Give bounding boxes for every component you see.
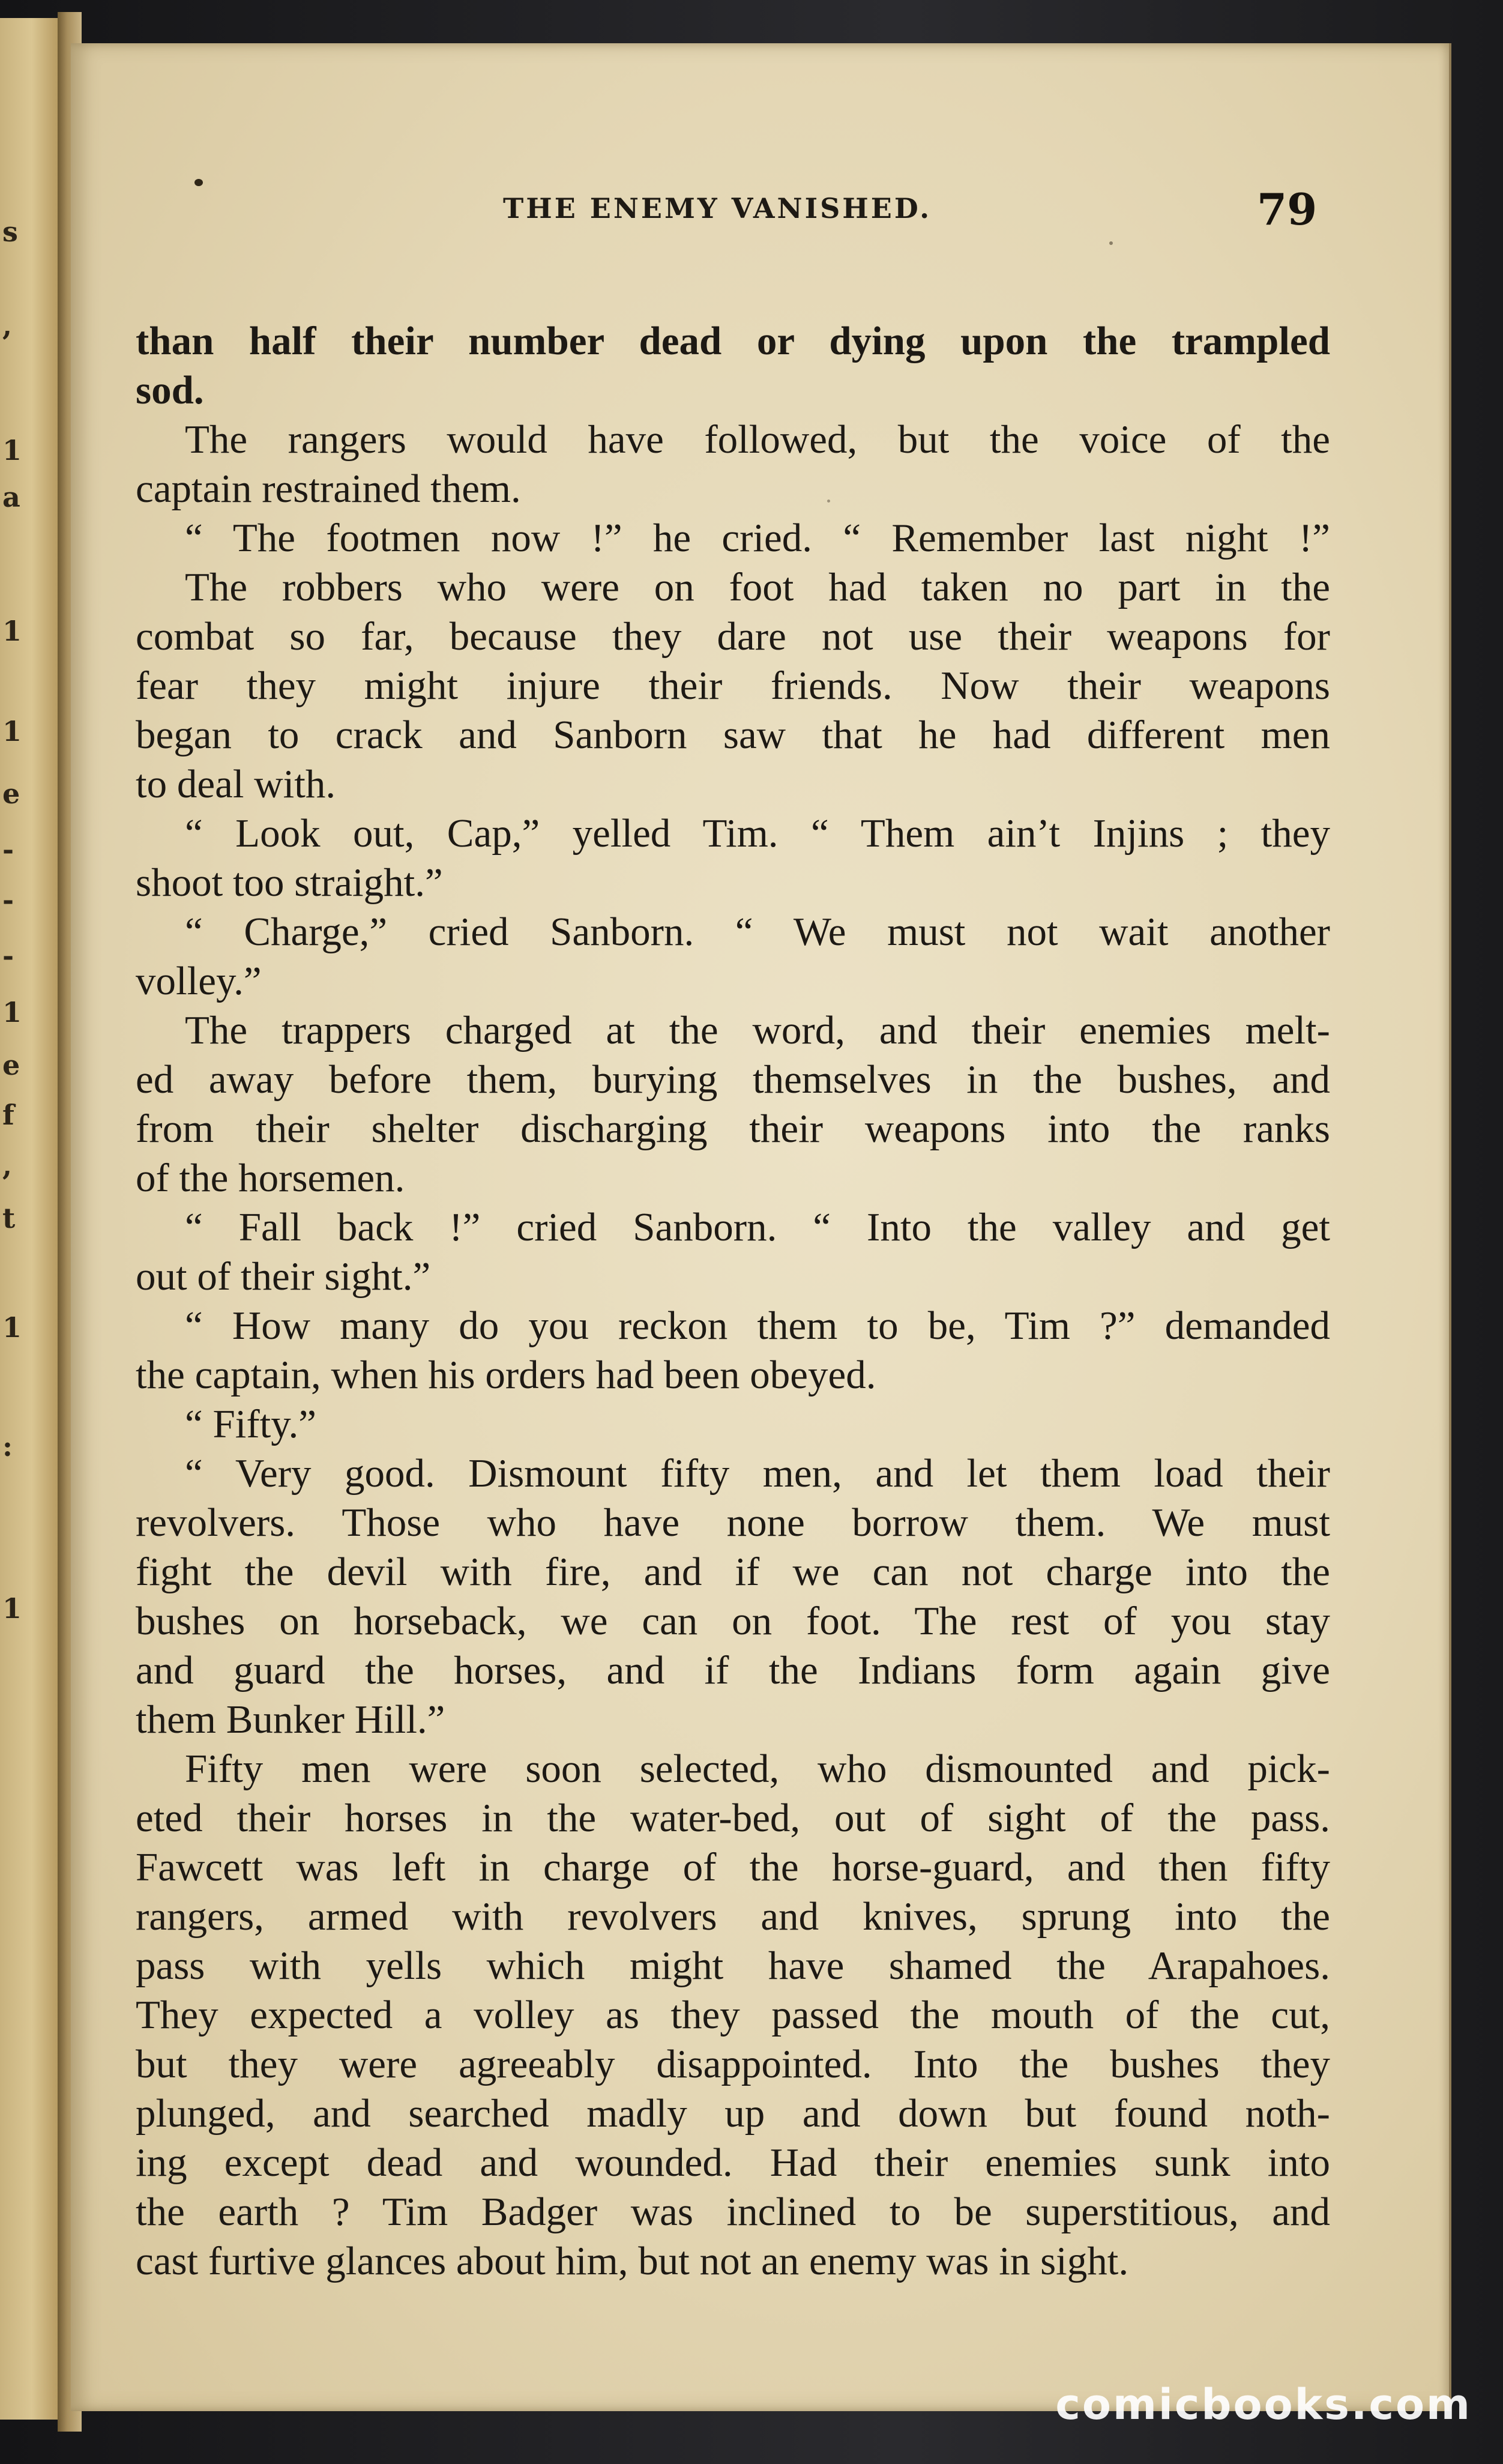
text-line: “ The footmen now !” he cried. “ Remember last night !” [185, 516, 1330, 560]
text-line: began to crack and Sanborn saw that he had different men [136, 713, 1330, 757]
facing-page-char: t [2, 1202, 16, 1234]
page-number: 79 [1257, 184, 1318, 235]
text-line: fear they might injure their friends. Now their weapons [136, 663, 1330, 708]
facing-page-char: 1 [2, 1592, 22, 1625]
running-head [71, 184, 1449, 240]
text-line: plunged, and searched madly up and down but found noth- [136, 2091, 1330, 2136]
facing-page-char: , [2, 1149, 13, 1182]
text-line: to deal with. [136, 762, 336, 806]
facing-page-char: f [2, 1099, 14, 1132]
text-line: than half their number dead or dying upon the trampled [136, 319, 1330, 363]
text-line: and guard the horses, and if the Indians form again give [136, 1648, 1330, 1692]
facing-page-char: - [2, 883, 14, 916]
body-text [136, 316, 1330, 2286]
text-line: of the horsemen. [136, 1156, 405, 1200]
ink-speck [194, 179, 203, 186]
facing-page-char: 1 [2, 433, 22, 467]
text-line: captain restrained them. [136, 467, 521, 511]
text-line: but they were agreeably disappointed. Into the bushes they [136, 2042, 1330, 2086]
text-line: The robbers who were on foot had taken no part in the [185, 565, 1330, 609]
text-line: “ Look out, Cap,” yelled Tim. “ Them ain’t Injins ; they [185, 811, 1330, 856]
text-line: them Bunker Hill.” [136, 1697, 445, 1742]
facing-page-char: - [2, 833, 14, 866]
text-line: The rangers would have followed, but the voice of the [185, 417, 1330, 462]
text-line: volley.” [136, 959, 262, 1003]
text-line: “ How many do you reckon them to be, Tim ?” demanded [185, 1303, 1330, 1348]
facing-page-char: s [2, 215, 18, 248]
facing-page-char: : [2, 1430, 13, 1463]
text-line: “ Fifty.” [185, 1402, 316, 1446]
text-line: Fifty men were soon selected, who dismounted and pick- [185, 1747, 1330, 1791]
facing-page-char: 1 [2, 714, 22, 747]
text-line: combat so far, because they dare not use their weapons for [136, 614, 1330, 659]
facing-page-char: - [2, 940, 14, 973]
text-line: revolvers. Those who have none borrow them. We must [136, 1500, 1330, 1545]
facing-page-char: 1 [2, 995, 22, 1028]
text-line: sod. [136, 368, 204, 412]
text-line: the earth ? Tim Badger was inclined to be superstitious, and [136, 2190, 1330, 2234]
text-line: bushes on horseback, we can on foot. The rest of you stay [136, 1599, 1330, 1643]
text-line: pass with yells which might have shamed the Arapahoes. [136, 1943, 1330, 1988]
text-line: “ Charge,” cried Sanborn. “ We must not wait another [185, 910, 1330, 954]
text-line: fight the devil with fire, and if we can not charge into the [136, 1550, 1330, 1594]
text-line: ed away before them, burying themselves in the bushes, and [136, 1057, 1330, 1102]
text-line: out of their sight.” [136, 1254, 431, 1299]
text-line: from their shelter discharging their weapons into the ranks [136, 1107, 1330, 1151]
text-line: “ Very good. Dismount fifty men, and let them load their [185, 1451, 1330, 1496]
facing-page-char: e [2, 1049, 20, 1082]
text-line: rangers, armed with revolvers and knives, sprung into the [136, 1894, 1330, 1939]
facing-page-char: 1 [2, 1311, 22, 1344]
site-watermark: comicbooks.com [1055, 2380, 1472, 2429]
text-line: ing except dead and wounded. Had their enemies sunk into [136, 2140, 1330, 2185]
facing-page-char: e [2, 777, 20, 810]
text-line: They expected a volley as they passed the mouth of the cut, [136, 1993, 1330, 2037]
text-line: The trappers charged at the word, and their enemies melt- [185, 1008, 1330, 1052]
previous-page-edge [0, 18, 61, 2420]
text-line: “ Fall back !” cried Sanborn. “ Into the valley and get [185, 1205, 1330, 1249]
facing-page-char: , [2, 309, 13, 342]
text-line: shoot too straight.” [136, 860, 443, 905]
text-line: eted their horses in the water-bed, out of sight of the pass. [136, 1796, 1330, 1840]
facing-page-char: a [2, 480, 20, 513]
text-line: cast furtive glances about him, but not an enemy was in sight. [136, 2239, 1129, 2283]
book-page [71, 43, 1451, 2411]
text-line: the captain, when his orders had been obeyed. [136, 1353, 876, 1397]
text-line: Fawcett was left in charge of the horse-guard, and then fifty [136, 1845, 1330, 1889]
running-head-title: THE ENEMY VANISHED. [503, 192, 932, 225]
facing-page-char: 1 [2, 615, 22, 648]
ink-speck [1109, 241, 1113, 245]
